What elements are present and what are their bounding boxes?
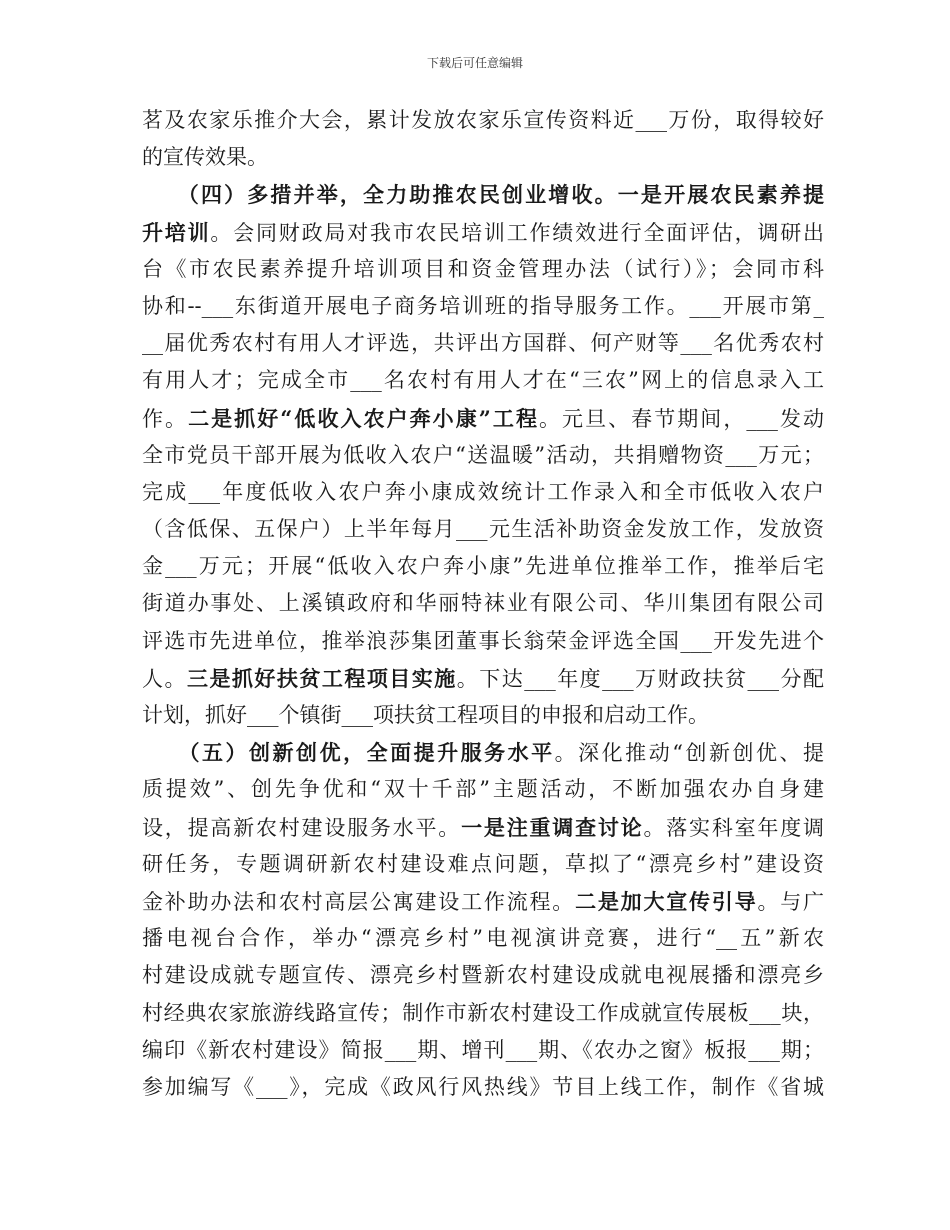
text-line <box>142 176 824 213</box>
text-segment: 参加编写《___》，完成《政风行风热线》节目上线工作，制作《省城 <box>142 1074 824 1099</box>
text-segment: 村经典农家旅游线路宣传；制作市新农村建设工作成就宣传展板___块， <box>142 1000 824 1025</box>
text-segment: 评选市先进单位，推举浪莎集团董事长翁荣金评选全国___开发先进个 <box>142 628 824 653</box>
text-segment: 播电视台合作，举办“漂亮乡村”电视演讲竞赛，进行“__五”新农 <box>142 926 824 951</box>
text-line <box>142 809 824 846</box>
text-segment: 台《市农民素养提升培训项目和资金管理办法（试行）》；会同市科 <box>142 256 824 281</box>
text-segment: 金___万元；开展“低收入农户奔小康”先进单位推举工作，推举后宅 <box>142 554 824 579</box>
text-line <box>142 957 824 994</box>
bold-text-segment: 三是抓好扶贫工程项目实施 <box>186 665 457 691</box>
text-line <box>142 474 824 511</box>
text-segment: 。下达___年度___万财政扶贫___分配 <box>456 666 825 691</box>
text-line <box>142 437 824 474</box>
text-segment: 的宣传效果。 <box>142 145 268 170</box>
text-segment: 。会同财政局对我市农民培训工作绩效进行全面评估，调研出 <box>210 220 825 245</box>
text-segment: 研任务，专题调研新农村建设难点问题，草拟了“漂亮乡村”建设资 <box>142 851 824 876</box>
text-segment: 茗及农家乐推介大会，累计发放农家乐宣传资料近___万份，取得较好 <box>142 108 824 132</box>
text-segment: __届优秀农村有用人才评选，共评出方国群、何产财等___名优秀农村 <box>142 331 824 356</box>
text-line <box>142 771 824 808</box>
text-segment: 。落实科室年度调 <box>643 815 825 840</box>
text-line <box>142 697 824 734</box>
text-segment: 设，提高新农村建设服务水平。 <box>142 815 462 840</box>
text-line <box>142 214 824 251</box>
text-line <box>142 660 824 697</box>
text-segment: 街道办事处、上溪镇政府和华丽特袜业有限公司、华川集团有限公司 <box>142 591 824 616</box>
page-header: 下载后可任意编辑 <box>426 56 523 70</box>
bold-text-segment: 二是抓好“低收入农户奔小康”工程 <box>188 405 539 431</box>
text-line <box>142 288 824 325</box>
text-line <box>142 920 824 957</box>
text-segment: 。与广 <box>757 889 825 914</box>
text-segment: 金补助办法和农村高层公寓建设工作流程。 <box>142 889 576 914</box>
text-line <box>142 325 824 362</box>
text-line <box>142 734 824 771</box>
text-line <box>142 548 824 585</box>
text-segment: 质提效”、创先争优和“双十千部”主题活动，不断加强农办自身建 <box>142 777 824 802</box>
bold-text-segment: （五）创新创优，全面提升服务水平 <box>142 740 555 766</box>
text-line <box>142 623 824 660</box>
text-line <box>142 883 824 920</box>
document-body <box>142 102 824 1106</box>
text-segment: 人。 <box>142 666 187 691</box>
text-segment: 计划，抓好___个镇街___项扶贫工程项目的申报和启动工作。 <box>142 703 709 727</box>
bold-text-segment: 一是开展农民素养提 <box>617 182 825 208</box>
text-segment: 完成___年度低收入农户奔小康成效统计工作录入和全市低收入农户 <box>142 479 824 504</box>
text-line <box>142 362 824 399</box>
text-segment: 全市党员干部开展为低收入农户“送温暖”活动，共捐赠物资___万元； <box>142 442 824 467</box>
text-segment: 协和--___东街道开展电子商务培训班的指导服务工作。___开展市第_ <box>142 293 824 318</box>
text-line <box>142 251 824 288</box>
bold-text-segment: （四）多措并举，全力助推农民创业增收。 <box>142 182 618 208</box>
bold-text-segment: 升培训 <box>142 219 211 245</box>
text-segment: 有用人才；完成全市___名农村有用人才在“三农”网上的信息录入工 <box>142 368 824 393</box>
text-line <box>142 400 824 437</box>
text-line <box>142 139 824 176</box>
text-segment: 。元旦、春节期间，___发动 <box>538 406 824 431</box>
text-segment: 作。 <box>142 406 189 431</box>
text-segment: 村建设成就专题宣传、漂亮乡村暨新农村建设成就电视展播和漂亮乡 <box>142 963 824 988</box>
text-line <box>142 511 824 548</box>
bold-text-segment: 一是注重调查讨论 <box>461 814 644 840</box>
bold-text-segment: 二是加大宣传引导 <box>575 888 758 914</box>
text-line <box>142 1032 824 1069</box>
text-segment: 编印《新农村建设》简报___期、增刊___期、《农办之窗》板报___期； <box>142 1037 824 1062</box>
text-line <box>142 995 824 1032</box>
text-segment: 。深化推动“创新创优、提 <box>554 741 824 766</box>
text-line <box>142 846 824 883</box>
text-line <box>142 585 824 622</box>
text-segment: （含低保、五保户）上半年每月___元生活补助资金发放工作，发放资 <box>142 517 824 542</box>
text-line <box>142 102 824 139</box>
text-line <box>142 1069 824 1106</box>
